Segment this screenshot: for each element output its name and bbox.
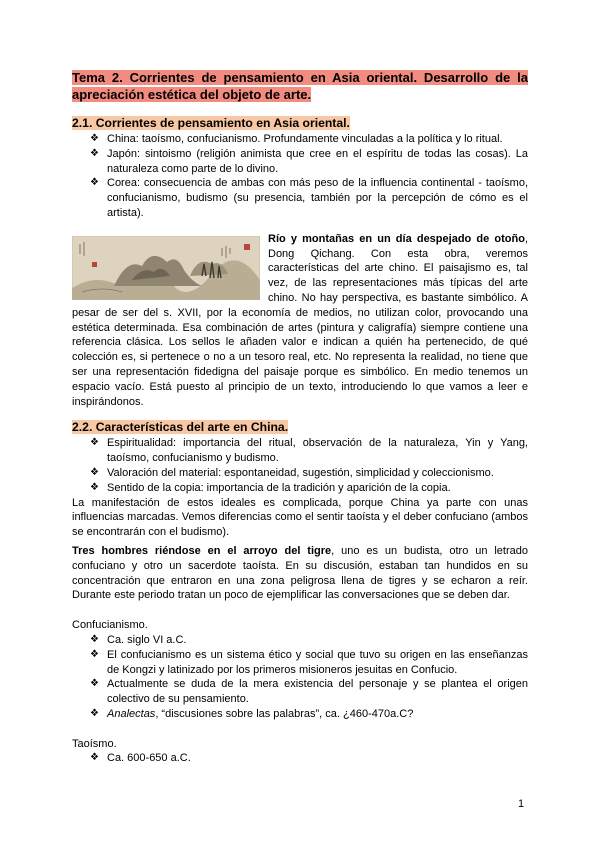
bullet-diamond-icon: ❖ [90, 481, 99, 493]
taoism-label: Taoísmo. [72, 737, 117, 750]
confucianism-bullet-list [72, 633, 528, 722]
list-item: ❖ Actualmente se duda de la mera existencia del personaje y se plantea el origen colectivo de su pensamiento. [90, 678, 528, 706]
bullet-diamond-icon: ❖ [90, 133, 99, 144]
list-item: ❖ Espiritualidad: importancia del ritual, observación de la naturaleza, Yin y Yang, taoísmo, confucianismo y budismo. [90, 437, 528, 465]
bullet-diamond-icon: ❖ [90, 437, 99, 449]
page-content [72, 70, 528, 766]
painting2-title: Tres hombres riéndose en el arroyo del tigre [72, 544, 332, 557]
section-heading-2: 2.2. Características del arte en China. [72, 420, 289, 435]
section1-bullet-list [72, 132, 528, 221]
bullet-diamond-icon: ❖ [90, 466, 99, 478]
analects-title: Analectas [107, 707, 156, 720]
list-item: ❖ Japón: sintoismo (religión animista que cree en el espíritu de todas las cosas). La naturaleza como parte de lo divino. [90, 147, 528, 175]
bullet-diamond-icon: ❖ [90, 633, 99, 645]
document-title: Tema 2. Corrientes de pensamiento en Asia oriental. Desarrollo de la apreciación estética del objeto de arte. [72, 70, 528, 102]
artwork-description: Río y montañas en un día despejado de otoño, Dong Qichang. Con esta obra, veremos características del arte chino. El paisajismo es, tal vez, de las representaciones más típicas del arte chino. No hay perspectiva, es bastante simbólico. A pesar de ser del s. XVII, por la economía de medios, no utilizan color, provocando una estética determinada. Esa combinación de artes (pintura y caligrafía) siempre contiene una referencia clásica. Los sellos le añaden valor e indican a quién ha pertenecido, de qué colección es, si pertenece o no a un tesoro real, etc. No representa la realidad, no tiene que ser una representación fidedigna del paisaje porque es simbólico. En medio tenemos un espacio vacío. Está puesto al principio de un texto, introduciendo lo que vamos a leer e inspirándonos. [72, 232, 528, 408]
list-item: ❖ Ca. 600-650 a.C. [90, 752, 191, 765]
list-item: ❖ Ca. siglo VI a.C. [90, 633, 187, 646]
landscape-painting-icon [72, 236, 260, 300]
bullet-diamond-icon: ❖ [90, 648, 99, 660]
list-item: ❖ Corea: consecuencia de ambas con más peso de la influencia continental - taoísmo, confucianismo, budismo (su presencia, también por la percepción de cómo es el artista). [90, 177, 528, 219]
bullet-diamond-icon: ❖ [90, 678, 99, 690]
artwork-title: Río y montañas en un día despejado de otoño [268, 232, 525, 245]
page-number: 1 [518, 798, 525, 810]
list-item: ❖ Analectas, “discusiones sobre las palabras”, ca. ¿460-470a.C? [90, 707, 414, 720]
painting2-description: Tres hombres riéndose en el arroyo del tigre, uno es un budista, otro un letrado confuciano y otro un sacerdote taoísta. En su discusión, estaban tan hundidos en su concentración que entraron en una zona peligrosa llena de tigres y se echaron a reír. Durante este periodo tratan un poco de ejemplificar las conversaciones que se deben dar. [72, 544, 528, 602]
bullet-diamond-icon: ❖ [90, 707, 99, 719]
section2-paragraph: La manifestación de estos ideales es complicada, porque China ya parte con unas influencias marcadas. Vemos diferencias como el sentir taoísta y el deber confuciano (ambos se encontrarán con el budismo). [72, 496, 528, 539]
list-item: ❖ El confucianismo es un sistema ético y social que tuvo su origen en las enseñanzas de Kongzi y latinizado por los primeros misioneros jesuitas en Confucio. [90, 648, 528, 676]
list-item: ❖ Sentido de la copia: importancia de la tradición y aparición de la copia. [90, 481, 451, 494]
section2-bullet-list [72, 436, 528, 495]
bullet-diamond-icon: ❖ [90, 147, 99, 159]
bullet-diamond-icon: ❖ [90, 752, 99, 764]
bullet-diamond-icon: ❖ [90, 177, 99, 189]
section-heading-1: 2.1. Corrientes de pensamiento en Asia oriental. [72, 116, 350, 130]
list-item: ❖ Valoración del material: espontaneidad, sugestión, simplicidad y coleccionismo. [90, 466, 494, 479]
list-item: ❖ China: taoísmo, confucianismo. Profundamente vinculadas a la política y lo ritual. [90, 133, 503, 145]
taoism-bullet-list [72, 751, 528, 766]
confucianism-label: Confucianismo. [72, 619, 148, 632]
landscape-painting-image [72, 236, 260, 300]
